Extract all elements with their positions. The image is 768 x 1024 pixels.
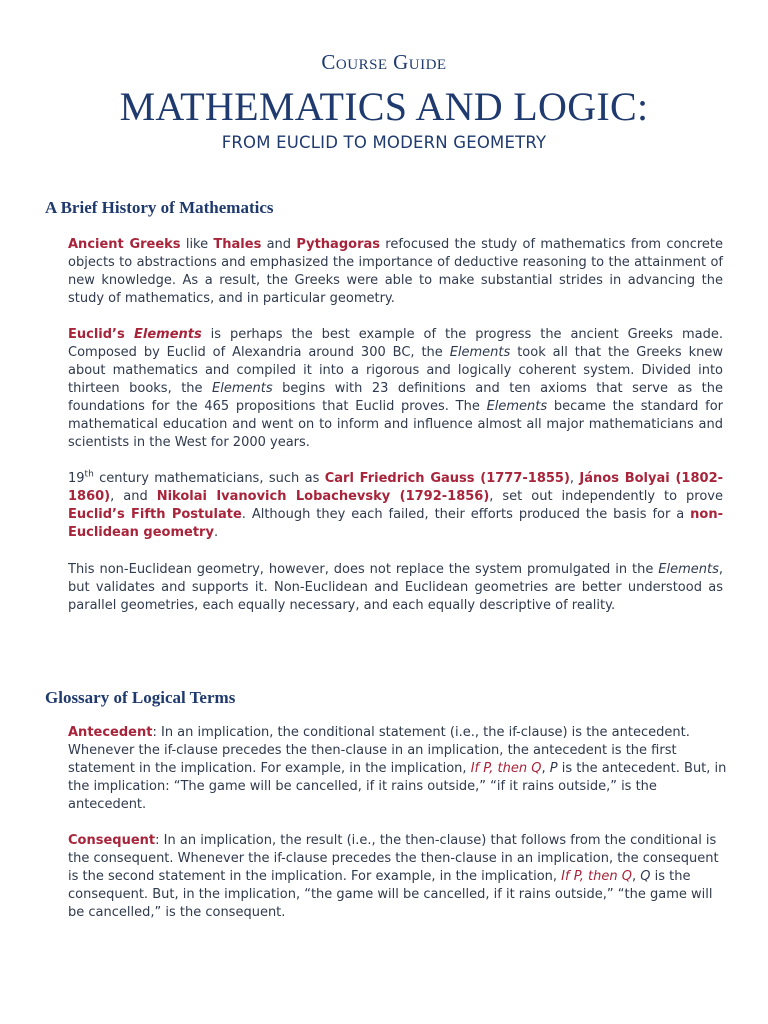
history-paragraph-4: This non-Euclidean geometry, however, does not replace the system promulgated in the Elements, but validates and supports it. Non-Euclidean and Euclidean geometries are better understood as parallel geometries, each equally necessary, and each equally descriptive of reality. [68, 562, 723, 613]
history-paragraph-2: Euclid’s Elements is perhaps the best example of the progress the ancient Greeks made. Composed by Euclid of Alexandria around 300 BC, the Elements took all that the Greeks knew about mathematics and compiled it into a rigorous and logically coherent system. Divided into thirteen books, the Elements begins with 23 definitions and ten axioms that serve as the foundations for the 465 propositions that Euclid proves. The Elements became the standard for mathematical education and went on to inform and influence almost all major mathematicians and scientists in the West for 2000 years. [68, 327, 723, 450]
page-title: MATHEMATICS AND LOGIC: [119, 84, 649, 129]
page-subtitle: FROM EUCLID TO MODERN GEOMETRY [221, 133, 547, 152]
glossary-heading: Glossary of Logical Terms [45, 688, 236, 707]
history-heading: A Brief History of Mathematics [45, 198, 274, 217]
history-paragraph-1: Ancient Greeks like Thales and Pythagoras refocused the study of mathematics from concrete objects to abstractions and emphasized the importance of deductive reasoning to the attainment of new knowledge. As a result, the Greeks were able to make substantial strides in advancing the study of mathematics, and in particular geometry. [68, 237, 723, 306]
glossary-antecedent: Antecedent: In an implication, the conditional statement (i.e., the if-clause) is the antecedent. Whenever the if-clause precedes the then-clause in an implication, the antecedent is the first statement in the implication. For example, in the implication, If P, then Q, P is the antecedent. But, in the implication: “The game will be cancelled, if it rains outside,” “if it rains outside,” is the antecedent. [68, 725, 727, 812]
course-guide-label: COURSE GUIDE [321, 50, 447, 74]
glossary-consequent: Consequent: In an implication, the result (i.e., the then-clause) that follows from the conditional is the consequent. Whenever the if-clause precedes the then-clause in an implication, the consequent is the second statement in the implication. For example, in the implication, If P, then Q, Q is the consequent. But, in the implication, “the game will be cancelled, if it rains outside,” “the game will be cancelled,” is the consequent. [68, 833, 719, 920]
history-paragraph-3: 19th century mathematicians, such as Carl Friedrich Gauss (1777-1855), János Bolyai (1802-1860), and Nikolai Ivanovich Lobachevsky (1792-1856), set out independently to prove Euclid’s Fifth Postulate. Although they each failed, their efforts produced the basis for a non-Euclidean geometry. [68, 469, 724, 540]
